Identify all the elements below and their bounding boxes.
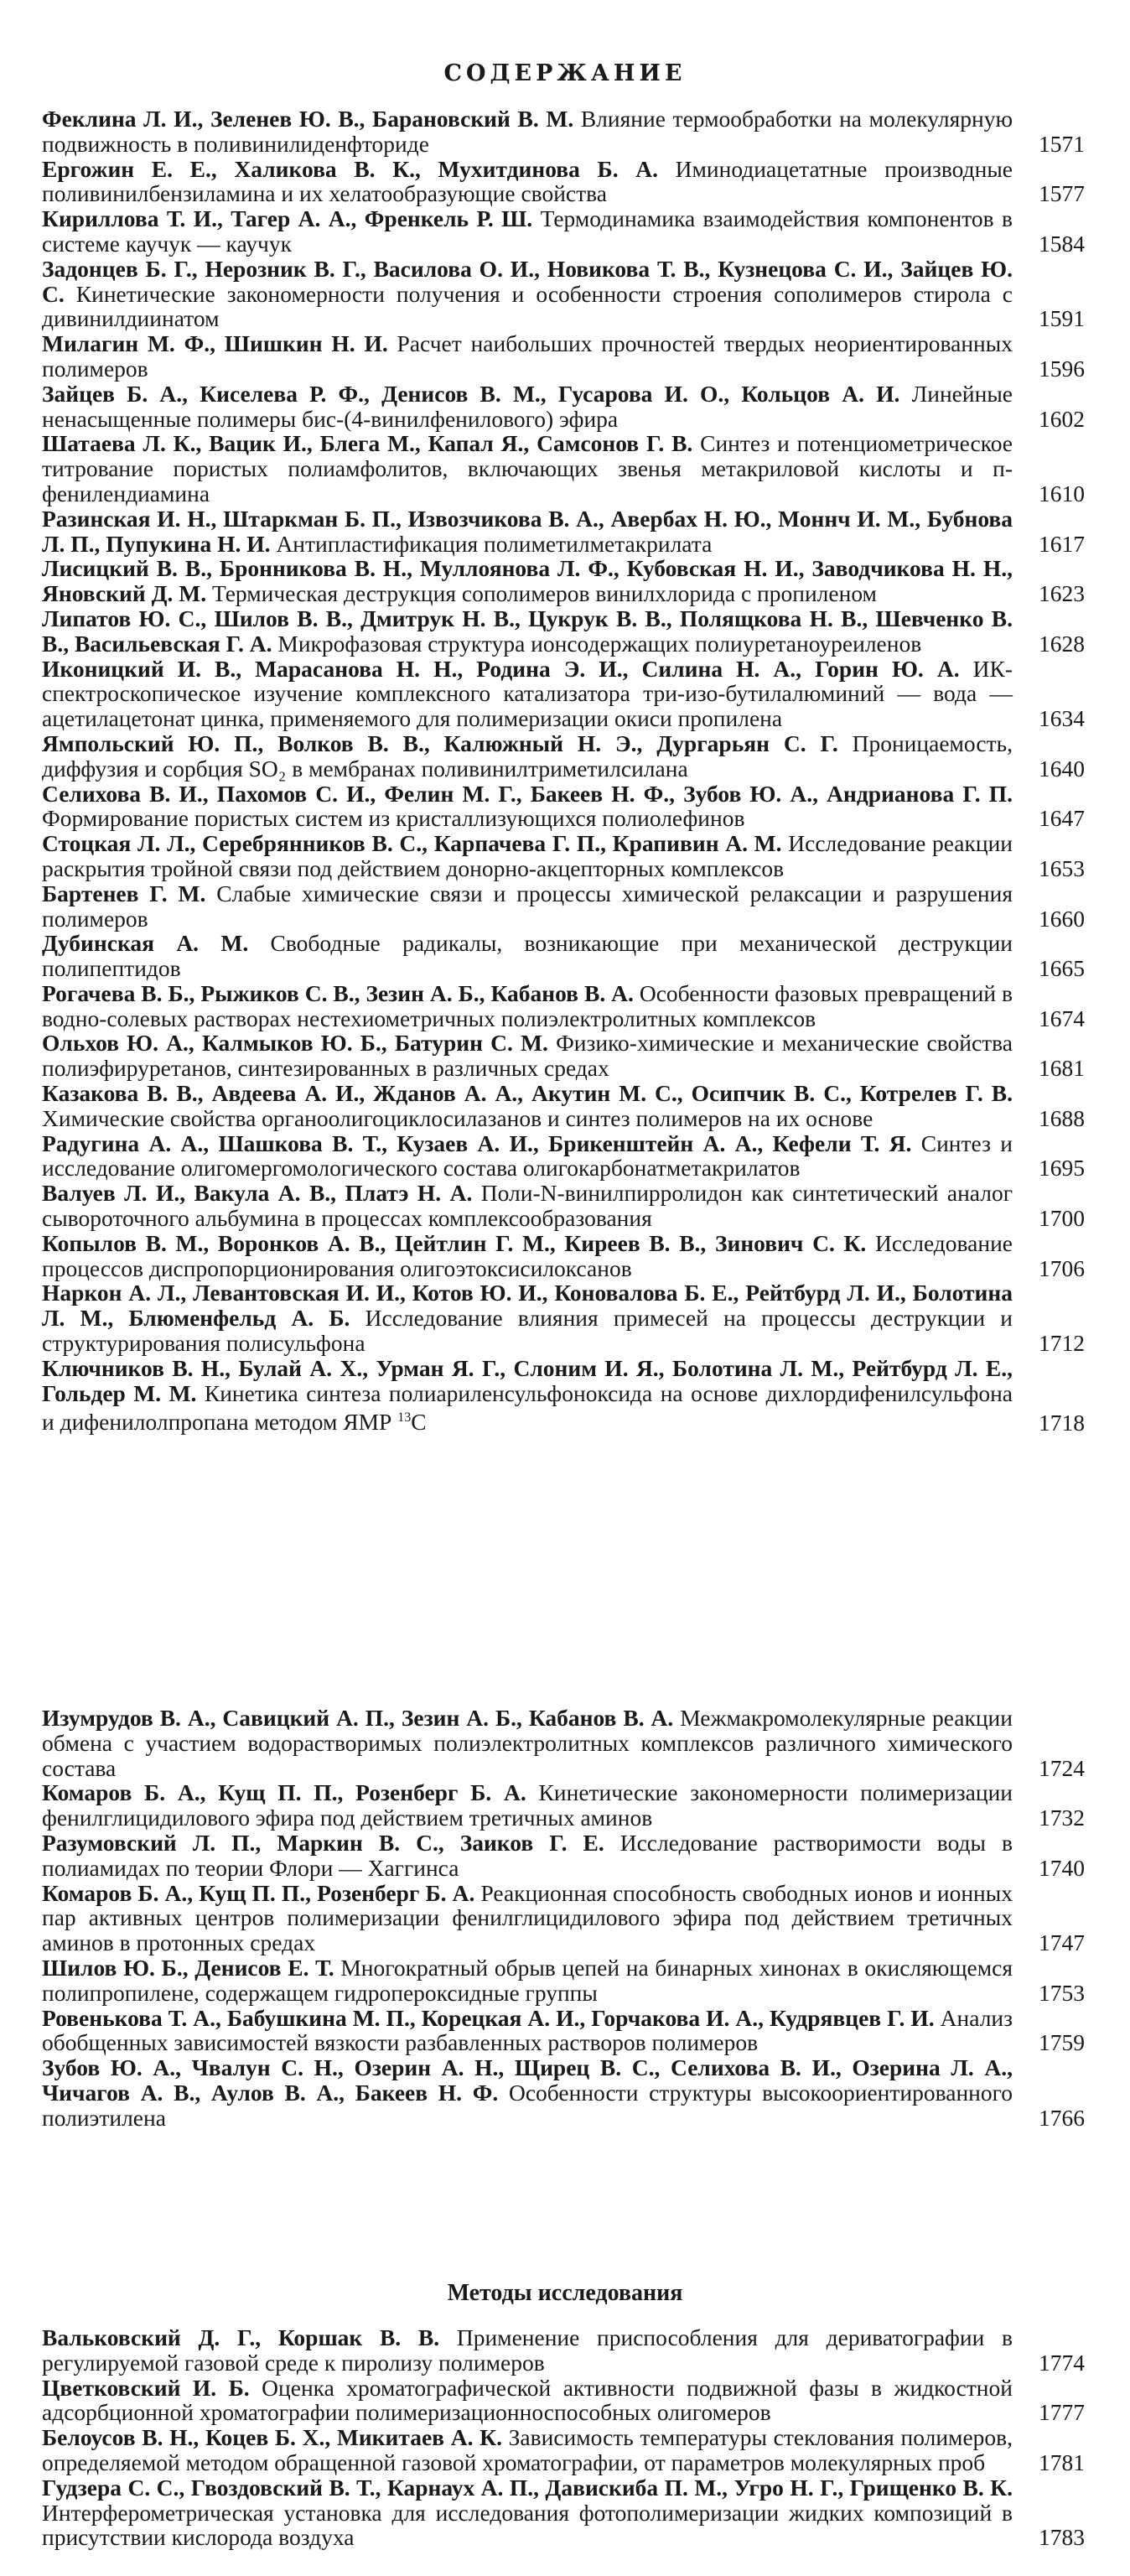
- page-title: СОДЕРЖАНИЕ: [443, 60, 687, 86]
- toc-entry-text: [42, 931, 1013, 981]
- toc-entry-page: 1759: [1039, 2029, 1085, 2056]
- toc-entry: [42, 206, 1090, 257]
- toc-entry-page: 1660: [1039, 905, 1085, 932]
- toc-entry-authors: Липатов Ю. С., Шилов В. В., Дмитрук Н. В., Цукрук В. В., Полящкова Н. В., Шевченко В. В., Васильевская Г. А.: [42, 605, 1013, 657]
- toc-entry-authors: Задонцев Б. Г., Нерозник В. Г., Василова О. И., Новикова Т. В., Кузнецова С. И., Зайцев Ю. С.: [42, 255, 1013, 307]
- toc-entry-page: 1774: [1039, 2349, 1085, 2376]
- toc-entry-text: [42, 1081, 1013, 1131]
- toc-entry-text: [42, 1780, 1013, 1831]
- toc-entry-title: Применение приспособления для дериватографии в регулируемой газовой среде к пиролизу полимеров: [42, 2324, 1013, 2376]
- toc-entry-title: Особенности структуры высокоориентированного полиэтилена: [42, 2079, 1013, 2131]
- toc-entry-title: Интерферометрическая установка для исследования фотополимеризации жидких композиций в присутствии кислорода воздуха: [42, 2499, 1013, 2551]
- toc-entry-title: Особенности фазовых превращений в водно-солевых растворах нестехиометричных полиэлектролитных комплексов: [42, 979, 1013, 1031]
- toc-entry-title: Синтез и исследование олигомергомологического состава олигокарбонатметакрилатов: [42, 1130, 1013, 1182]
- toc-entry-text: [42, 2425, 1013, 2475]
- toc-entry-title: Термодинамика взаимодействия компонентов в системе каучук — каучук: [42, 205, 1013, 257]
- toc-entry-title: Исследование влияния примесей на процессы деструкции и структурирования полисульфона: [42, 1305, 1013, 1357]
- toc-entry-authors: Копылов В. М., Воронков А. В., Цейтлин Г. М., Киреев В. В., Зинович С. К.: [42, 1229, 867, 1256]
- toc-entry-page: 1628: [1039, 630, 1085, 657]
- toc-entry-authors: Дубинская А. М.: [42, 930, 249, 957]
- toc-entry-page: 1591: [1039, 305, 1085, 332]
- toc-entry-title: Линейные ненасыщенные полимеры бис-(4-винилфенилового) эфира: [42, 380, 1013, 432]
- toc-list-methods: [42, 2325, 1090, 2550]
- toc-entry-text: [42, 2006, 1013, 2056]
- toc-entry: [42, 1955, 1090, 2006]
- toc-entry: [42, 382, 1090, 432]
- toc-entry-page: 1724: [1039, 1754, 1085, 1781]
- toc-entry-authors: Ямпольский Ю. П., Волков В. В., Калюжный Н. Э., Дургарьян С. Г.: [42, 730, 838, 756]
- toc-entry-title-superscript: 13: [397, 1410, 412, 1426]
- toc-entry-page: 1640: [1039, 755, 1085, 782]
- toc-entry-page: 1596: [1039, 355, 1085, 382]
- toc-entry-title: Зависимость температуры стеклования полимеров, определяемой методом обращенной газовой хроматографии, от параметров молекулярных проб: [42, 2424, 1013, 2475]
- toc-entry-text: [42, 2475, 1013, 2550]
- toc-entry-authors: Наркон А. Л., Левантовская И. И., Котов Ю. И., Коновалова Б. Е., Рейтбурд Л. И., Болотина Л. М., Блюменфельд А. Б.: [42, 1280, 1013, 1332]
- toc-entry-text: [42, 831, 1013, 881]
- toc-entry-page: 1623: [1039, 580, 1085, 607]
- toc-entry: [42, 1181, 1090, 1231]
- toc-entry: [42, 981, 1090, 1031]
- toc-entry-title: Свободные радикалы, возникающие при механической деструкции полипептидов: [42, 930, 1013, 982]
- toc-entry-authors: Лисицкий В. В., Бронникова В. Н., Муллоянова Л. Ф., Кубовская Н. И., Заводчикова Н. Н., Яновский Д. М.: [42, 555, 1013, 607]
- toc-entry-authors: Разумовский Л. П., Маркин В. С., Заиков Г. Е.: [42, 1829, 604, 1856]
- toc-entry-authors: Вальковский Д. Г., Коршак В. В.: [42, 2324, 440, 2350]
- toc-entry-authors: Цветковский И. Б.: [42, 2374, 250, 2401]
- toc-entry: [42, 2425, 1090, 2475]
- toc-entry: [42, 257, 1090, 331]
- toc-entry: [42, 2475, 1090, 2550]
- toc-entry: [42, 1081, 1090, 1131]
- toc-entry-title: Исследование растворимости воды в полиамидах по теории Флори — Хаггинса: [42, 1829, 1013, 1881]
- toc-entry-title: Реакционная способность свободных ионов и ионных пар активных центров полимеризации фенилглицидилового эфира под действием третичных аминов в протонных средах: [42, 1879, 1013, 1956]
- toc-entry-page: 1584: [1039, 230, 1085, 257]
- toc-entry-page: 1610: [1039, 480, 1085, 506]
- toc-entry-text: [42, 1831, 1013, 1881]
- toc-entry: [42, 1031, 1090, 1081]
- toc-entry-authors: Милагин М. Ф., Шишкин Н. И.: [42, 330, 388, 357]
- toc-entry-text: [42, 782, 1013, 832]
- toc-entry: [42, 2055, 1090, 2130]
- toc-entry-title: Исследование процессов диспропорционирования олигоэтоксисилоксанов: [42, 1229, 1013, 1281]
- toc-entry-text: [42, 731, 1013, 782]
- toc-entry-page: 1602: [1039, 405, 1085, 432]
- toc-list-continued: [42, 1706, 1090, 2131]
- toc-entry-authors: Ергожин Е. Е., Халикова В. К., Мухитдинова Б. А.: [42, 155, 658, 182]
- toc-entry-page: 1766: [1039, 2104, 1085, 2131]
- toc-entry-title: Иминодиацетатные производные поливинилбензиламина и их хелатообразующие свойства: [42, 155, 1013, 207]
- toc-entry-title: ИК-спектроскопическое изучение комплексного катализатора три-изо-бутилалюминий — вода — ацетилацетонат цинка, применяемого для полимеризации окиси пропилена: [42, 655, 1013, 732]
- toc-entry: [42, 606, 1090, 657]
- toc-entry-authors: Ключников В. Н., Булай А. Х., Урман Я. Г., Слоним И. Я., Болотина Л. М., Рейтбурд Л. Е., Гольдер М. М.: [42, 1354, 1013, 1406]
- toc-entry: [42, 1831, 1090, 1881]
- toc-entry: [42, 1780, 1090, 1831]
- toc-entry-text: [42, 331, 1013, 382]
- toc-entry-title: Химические свойства органоолигоциклосилазанов и синтез полимеров на их основе: [42, 1104, 873, 1131]
- toc-entry-text: [42, 981, 1013, 1031]
- toc-entry-text: [42, 506, 1013, 557]
- toc-entry-title: Слабые химические связи и процессы химической релаксации и разрушения полимеров: [42, 880, 1013, 932]
- toc-entry-authors: Стоцкая Л. Л., Серебрянников В. С., Карпачева Г. П., Крапивин А. М.: [42, 830, 782, 857]
- toc-entry-title: Влияние термообработки на молекулярную подвижность в поливинилиденфториде: [42, 106, 1013, 157]
- toc-entry-authors: Гудзера С. С., Гвоздовский В. Т., Карнаух А. П., Давискиба П. М., Угро Н. Г., Грищенко В. К.: [42, 2474, 1013, 2501]
- toc-entry-page: 1706: [1039, 1254, 1085, 1281]
- toc-entry-authors: Комаров Б. А., Кущ П. П., Розенберг Б. А.: [42, 1779, 526, 1806]
- toc-entry-page: 1688: [1039, 1104, 1085, 1131]
- toc-entry-text: [42, 1955, 1013, 2006]
- toc-entry: [42, 2376, 1090, 2426]
- toc-entry-text: [42, 881, 1013, 932]
- toc-entry: [42, 1280, 1090, 1355]
- toc-entry-page: 1647: [1039, 805, 1085, 832]
- toc-entry-text: [42, 1280, 1013, 1355]
- toc-entry: [42, 1706, 1090, 1780]
- toc-entry-authors: Комаров Б. А., Кущ П. П., Розенберг Б. А.: [42, 1879, 475, 1906]
- toc-entry-title: Кинетические закономерности полимеризации фенилглицидилового эфира под действием третичных аминов: [42, 1779, 1013, 1831]
- toc-entry-text: [42, 2325, 1013, 2376]
- toc-entry-authors: Шатаева Л. К., Вацик И., Блега М., Капал Я., Самсонов Г. В.: [42, 430, 693, 457]
- toc-entry-page: 1781: [1039, 2449, 1085, 2475]
- toc-entry-page: 1577: [1039, 180, 1085, 207]
- toc-entry-title: Многократный обрыв цепей на бинарных хинонах в окисляющемся полипропилене, содержащем гидропероксидные группы: [42, 1954, 1013, 2006]
- toc-entry-authors: Кириллова Т. И., Тагер А. А., Френкель Р. Ш.: [42, 205, 533, 232]
- toc-entry: [42, 506, 1090, 557]
- toc-entry-title: Анализ обобщенных зависимостей вязкости разбавленных растворов полимеров: [42, 2004, 1013, 2056]
- toc-entry-text: [42, 157, 1013, 207]
- toc-entry-title: Проницаемость, диффузия и сорбция SO₂ в мембранах поливинилтриметилсилана: [42, 730, 1013, 782]
- toc-entry-authors: Разинская И. Н., Штаркман Б. П., Извозчикова В. А., Авербах Н. Ю., Моннч И. М., Бубнова Л. П., Пупукина Н. И.: [42, 505, 1013, 557]
- toc-entry-page: 1653: [1039, 854, 1085, 881]
- toc-entry-text: [42, 206, 1013, 257]
- toc-entry-page: 1783: [1039, 2524, 1085, 2551]
- toc-entry-title: Оценка хроматографической активности подвижной фазы в жидкостной адсорбционной хроматографии полимеризационноспособных олигомеров: [42, 2374, 1013, 2426]
- toc-entry-text: [42, 556, 1013, 606]
- toc-entry-authors: Иконицкий И. В., Марасанова Н. Н., Родина Э. И., Силина Н. А., Горин Ю. А.: [42, 655, 960, 682]
- toc-entry-text: [42, 1706, 1013, 1780]
- toc-entry: [42, 881, 1090, 932]
- toc-entry-title: Физико-химические и механические свойства полиэфируретанов, синтезированных в различных средах: [42, 1030, 1013, 1082]
- toc-entry-page: 1777: [1039, 2399, 1085, 2426]
- toc-entry: [42, 831, 1090, 881]
- toc-entry-text: [42, 2376, 1013, 2426]
- toc-entry-page: 1571: [1039, 130, 1085, 157]
- toc-entry-authors: Зайцев Б. А., Киселева Р. Ф., Денисов В. М., Гусарова И. О., Кольцов А. И.: [42, 380, 900, 407]
- toc-entry-text: [42, 106, 1013, 157]
- toc-entry-authors: Зубов Ю. А., Чвалун С. Н., Озерин А. Н., Щирец В. С., Селихова В. И., Озерина Л. А., Чичагов А. В., Аулов В. А., Бакеев Н. Ф.: [42, 2054, 1013, 2106]
- toc-entry-text: [42, 431, 1013, 506]
- toc-entry-authors: Селихова В. И., Пахомов С. И., Фелин М. Г., Бакеев Н. Ф., Зубов Ю. А., Андрианова Г. П.: [42, 780, 1013, 807]
- toc-entry-authors: Казакова В. В., Авдеева А. И., Жданов А. А., Акутин М. С., Осипчик В. С., Котрелев Г. В.: [42, 1080, 1013, 1107]
- toc-entry-text: [42, 1181, 1013, 1231]
- toc-entry: [42, 106, 1090, 157]
- toc-entry-page: 1700: [1039, 1205, 1085, 1232]
- toc-entry-authors: Изумрудов В. А., Савицкий А. П., Зезин А. Б., Кабанов В. А.: [42, 1705, 674, 1731]
- toc-entry: [42, 1131, 1090, 1182]
- toc-entry-title: Синтез и потенциометрическое титрование пористых полиамфолитов, включающих звенья метакриловой кислоты и п-фенилендиамина: [42, 430, 1013, 506]
- toc-entry-text: [42, 1131, 1013, 1182]
- toc-entry-authors: Бартенев Г. М.: [42, 880, 206, 906]
- toc-entry-title: Формирование пористых систем из кристаллизующихся полиолефинов: [42, 805, 745, 832]
- toc-entry-authors: Белоусов В. Н., Коцев Б. Х., Микитаев А. К.: [42, 2424, 502, 2451]
- toc-entry: [42, 157, 1090, 207]
- toc-entry-authors: Феклина Л. И., Зеленев Ю. В., Барановский В. М.: [42, 106, 574, 132]
- toc-entry-page: 1718: [1039, 1409, 1085, 1436]
- toc-entry: [42, 1231, 1090, 1281]
- toc-entry-text: [42, 2055, 1013, 2130]
- toc-entry-authors: Шилов Ю. Б., Денисов Е. Т.: [42, 1954, 334, 1981]
- toc-entry-text: [42, 382, 1013, 432]
- toc-entry-authors: Ольхов Ю. А., Калмыков Ю. Б., Батурин С. М.: [42, 1030, 548, 1057]
- toc-entry-page: 1747: [1039, 1929, 1085, 1956]
- toc-entry: [42, 931, 1090, 981]
- toc-entry: [42, 657, 1090, 731]
- toc-entry: [42, 556, 1090, 606]
- toc-entry-page: 1732: [1039, 1805, 1085, 1831]
- toc-entry-page: 1665: [1039, 955, 1085, 982]
- toc-entry: [42, 331, 1090, 382]
- toc-entry: [42, 782, 1090, 832]
- toc-entry-page: 1712: [1039, 1330, 1085, 1357]
- toc-entry-page: 1617: [1039, 530, 1085, 557]
- toc-entry: [42, 731, 1090, 782]
- section-heading-methods: Методы исследования: [447, 2280, 683, 2306]
- toc-entry-authors: Валуев Л. И., Вакула А. В., Платэ Н. А.: [42, 1180, 473, 1207]
- toc-entry-text: [42, 657, 1013, 731]
- toc-entry-title: Межмакромолекулярные реакции обмена с участием водорастворимых полиэлектролитных комплексов различного химического состава: [42, 1705, 1013, 1781]
- toc-entry-page: 1695: [1039, 1155, 1085, 1182]
- toc-entry-authors: Ровенькова Т. А., Бабушкина М. П., Корецкая А. И., Горчакова И. А., Кудрявцев Г. И.: [42, 2004, 935, 2031]
- toc-entry-text: [42, 1231, 1013, 1281]
- toc-entry-title: Кинетика синтеза полиариленсульфоноксида на основе дихлордифенилсульфона и дифенилолпропана методом ЯМР: [42, 1379, 1013, 1436]
- toc-entry-text: [42, 606, 1013, 657]
- toc-entry-title: Кинетические закономерности получения и особенности строения сополимеров стирола с дивинилдиинатом: [42, 280, 1013, 332]
- toc-entry-page: 1681: [1039, 1055, 1085, 1082]
- toc-entry: [42, 2325, 1090, 2376]
- toc-entry-page: 1674: [1039, 1005, 1085, 1031]
- toc-entry-title: Расчет наибольших прочностей твердых неориентированных полимеров: [42, 330, 1013, 382]
- toc-entry-text: [42, 1031, 1013, 1081]
- toc-entry-text: [42, 1881, 1013, 1955]
- toc-entry-text: [42, 257, 1013, 331]
- toc-entry-title-tail: C: [411, 1409, 427, 1436]
- toc-list-main: [42, 106, 1090, 1435]
- toc-entry: [42, 1356, 1090, 1436]
- toc-entry: [42, 1881, 1090, 1955]
- toc-entry-text: [42, 1356, 1013, 1436]
- toc-entry: [42, 431, 1090, 506]
- toc-entry-authors: Рогачева В. Б., Рыжиков С. В., Зезин А. Б., Кабанов В. А.: [42, 979, 634, 1006]
- toc-entry-page: 1740: [1039, 1854, 1085, 1881]
- toc-entry-title: Поли-N-винилпирролидон как синтетический аналог сывороточного альбумина в процессах комплексообразования: [42, 1180, 1013, 1232]
- toc-entry-title: Исследование реакции раскрытия тройной связи под действием донорно-акцепторных комплексов: [42, 830, 1013, 881]
- toc-entry-title: Термическая деструкция сополимеров винилхлорида с пропиленом: [211, 580, 877, 607]
- toc-entry-title: Антипластификация полиметилметакрилата: [276, 530, 713, 557]
- toc-entry: [42, 2006, 1090, 2056]
- toc-entry-title: Микрофазовая структура ионсодержащих полиуретаноуреиленов: [277, 630, 922, 657]
- toc-entry-page: 1634: [1039, 705, 1085, 732]
- toc-entry-authors: Радугина А. А., Шашкова В. Т., Кузаев А. И., Брикенштейн А. А., Кефели Т. Я.: [42, 1130, 912, 1156]
- toc-entry-page: 1753: [1039, 1979, 1085, 2006]
